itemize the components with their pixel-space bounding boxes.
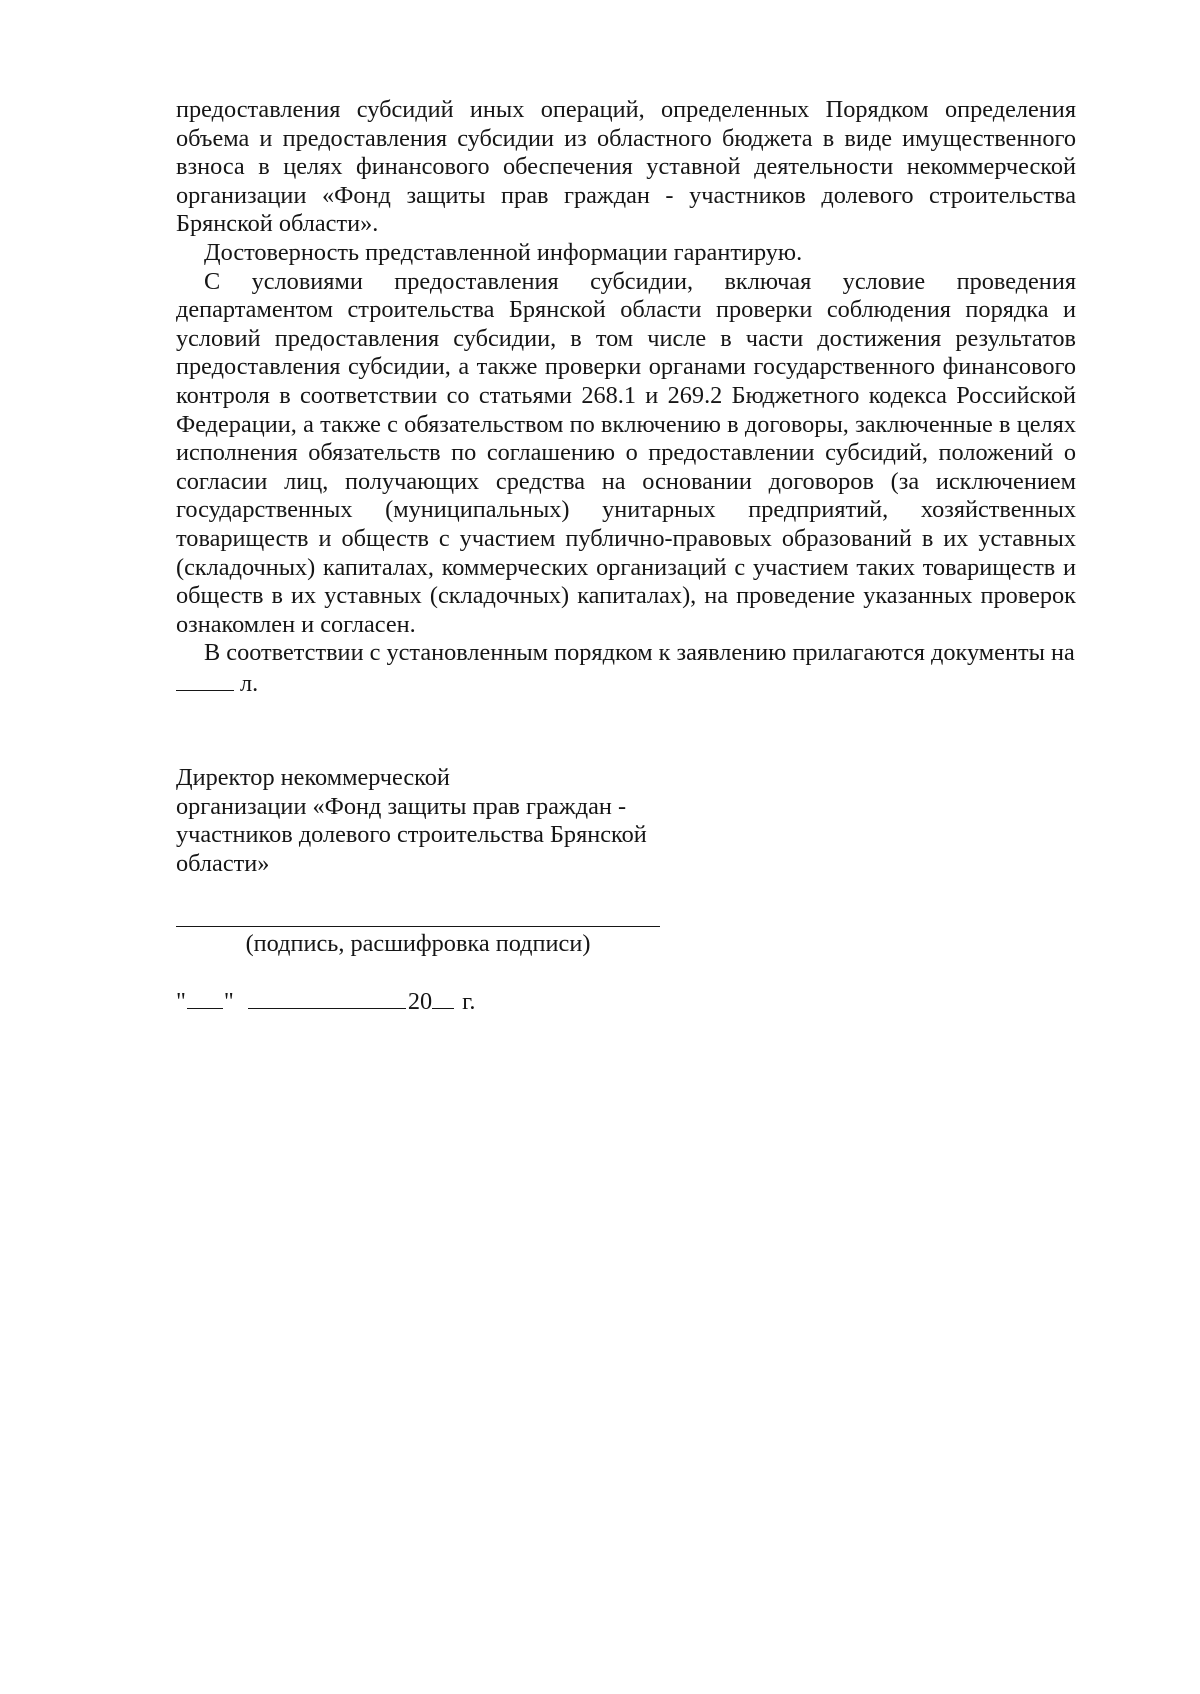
signature-line [176,926,660,927]
date-day-blank [187,986,223,1009]
date-year-suffix: г. [462,988,476,1015]
date-line [176,986,475,1017]
date-year-blank [432,986,454,1009]
date-close-quote: " [223,988,234,1015]
sheets-count-blank [176,668,234,691]
signer-title-line-3: участников долевого строительства Брянской [176,821,647,849]
paragraph-attachments: В соответствии с установленным порядком к заявлению прилагаются документы на [204,639,1075,667]
date-open-quote: " [176,988,186,1015]
signer-title-line-2: организации «Фонд защиты прав граждан - [176,792,627,820]
signature-caption: (подпись, расшифровка подписи) [245,930,591,957]
date-month-blank [248,986,406,1009]
signer-title-line-4: области» [176,849,270,877]
signer-block [176,764,696,878]
date-year-prefix: 20 [407,988,433,1015]
paragraph-conditions: С условиями предоставления субсидии, включая условие проведения департаментом строительства Брянской области проверки соблюдения порядка и условий предоставления субсидии, в том числе в части достижения результатов предоставления субсидии, а также проверки органами государственного финансового контроля в соответствии со статьями 268.1 и 269.2 Бюджетного кодекса Российской Федерации, а также с обязательством по включению в договоры, заключенные в целях исполнения обязательств по соглашению о предоставлении субсидий, положений о согласии лиц, получающих средства на основании договоров (за исключением государственных (муниципальных) унитарных предприятий, хозяйственных товариществ и обществ с участием публично-правовых образований в их уставных (складочных) капиталах, коммерческих организаций с участием таких товариществ и обществ в их уставных (складочных) капиталах), на проведение указанных проверок ознакомлен и согласен. [176,267,1076,638]
sheets-suffix: л. [240,669,259,697]
paragraph-continuation: предоставления субсидий иных операций, определенных Порядком определения объема и предоставления субсидии из областного бюджета в виде имущественного взноса в целях финансового обеспечения уставной деятельности некоммерческой организации «Фонд защиты прав граждан - участников долевого строительства Брянской области». [176,96,1076,238]
document-body [176,96,1076,698]
signer-title-line-1: Директор некоммерческой [176,764,450,791]
paragraph-guarantee: Достоверность представленной информации гарантирую. [204,238,803,266]
sheets-count-line [176,668,1076,699]
